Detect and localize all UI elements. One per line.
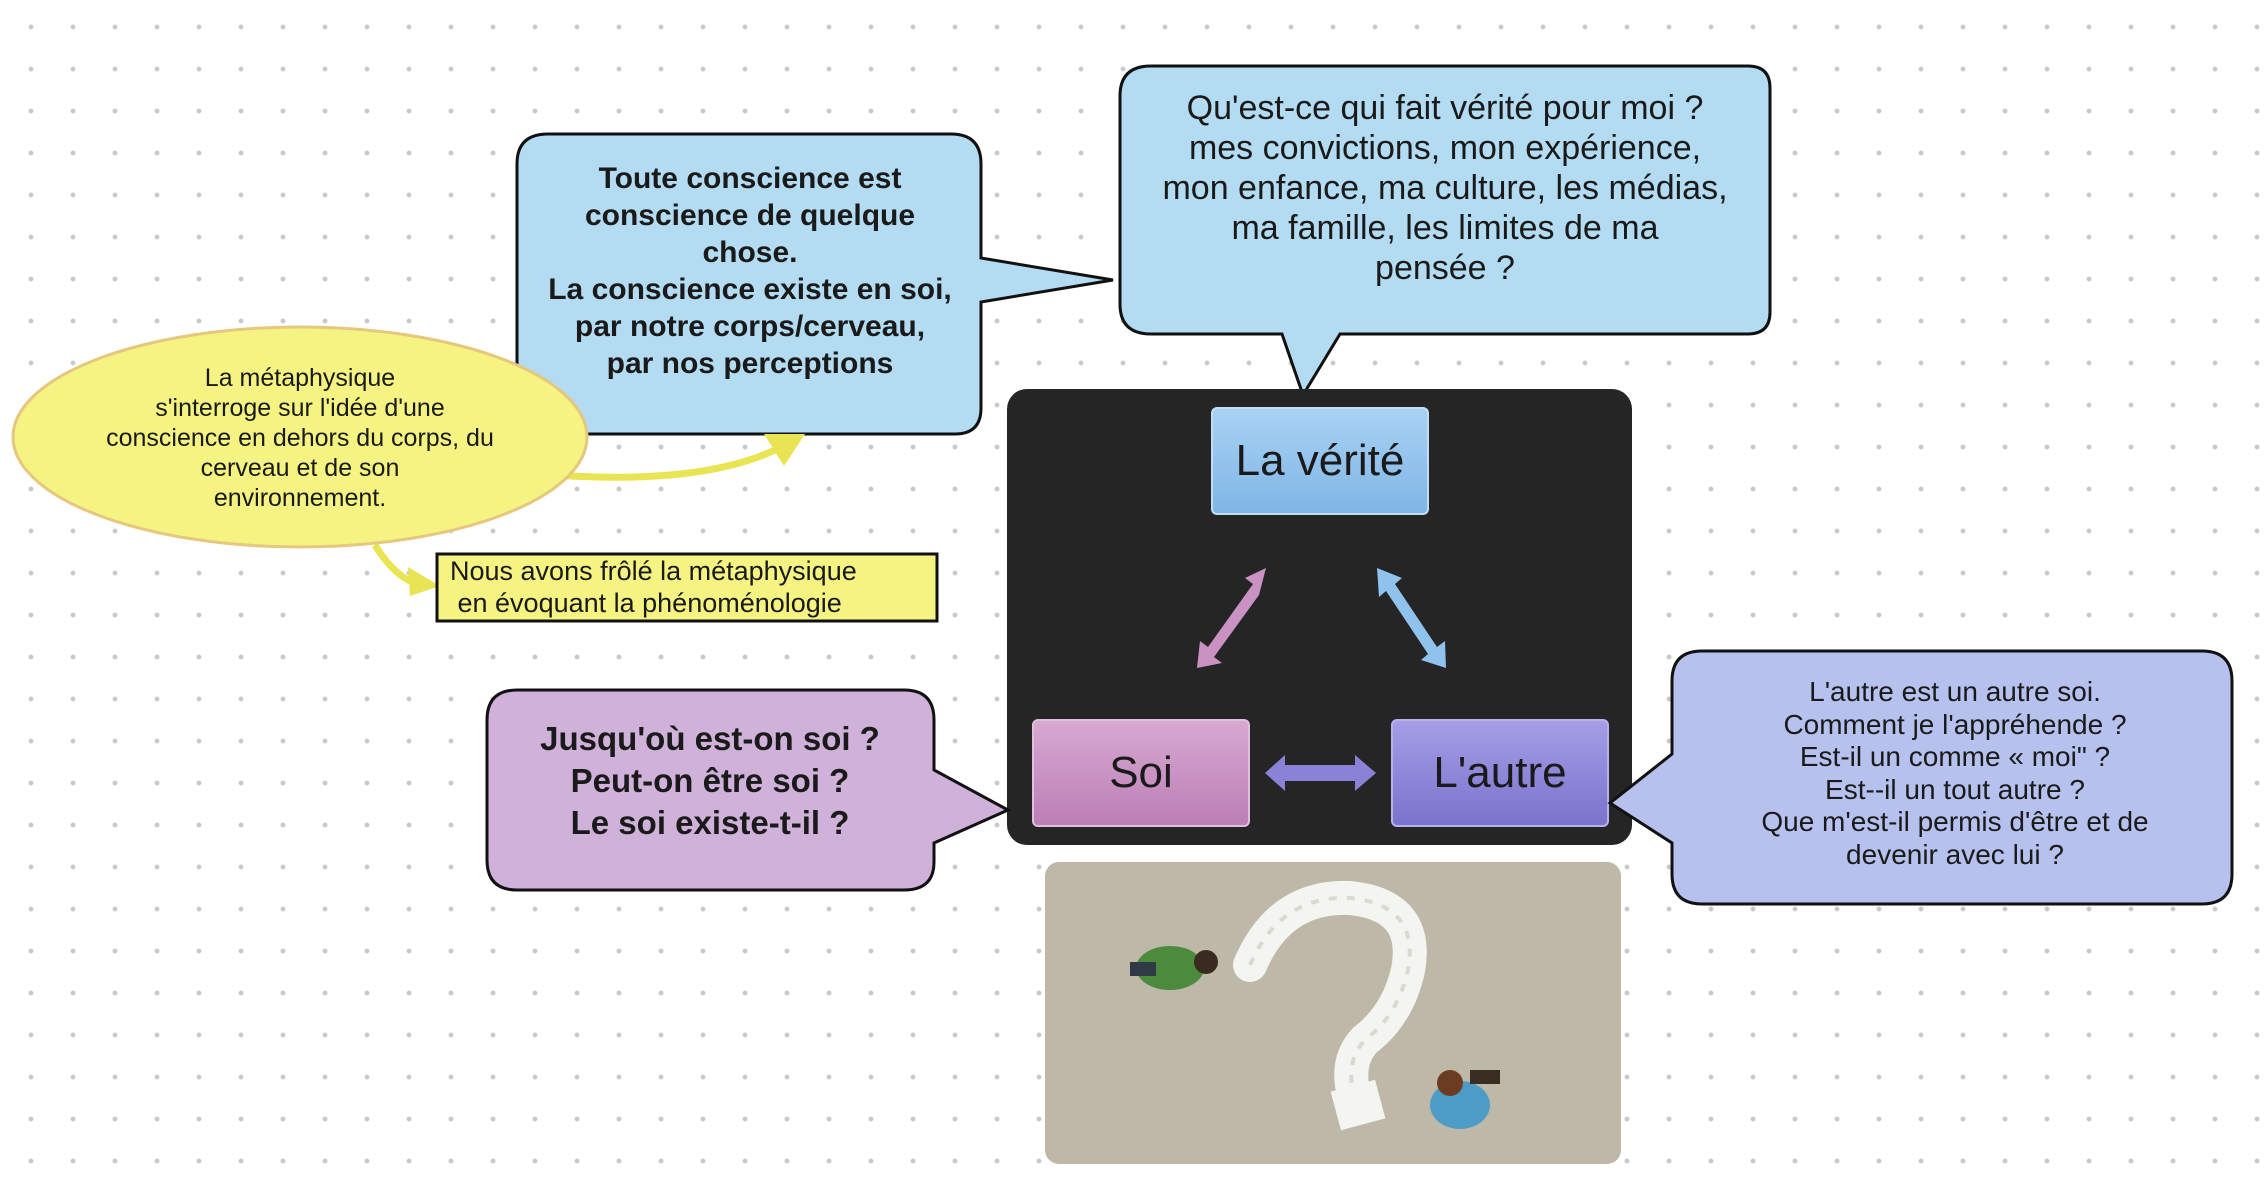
callout-autre-text: L'autre est un autre soi. Comment je l'appréhende ? Est-il un comme « moi" ? Est--il un tout autre ? Que m'est-il permis d'être et de devenir avec lui ?: [1761, 676, 2149, 870]
node-autre-label: L'autre: [1433, 748, 1567, 797]
ellipse-metaphysique-text: La métaphysique s'interroge sur l'idée d'une conscience en dehors du corps, du cerveau et de son environnement.: [106, 364, 494, 512]
node-soi-label: Soi: [1109, 748, 1173, 797]
note-text: Nous avons frôlé la métaphysique en évoquant la phénoménologie: [450, 556, 857, 618]
node-verite-label: La vérité: [1235, 436, 1405, 485]
arrowhead-meta-to-note: [408, 567, 440, 596]
callout-verite-text: Qu'est-ce qui fait vérité pour moi ? mes convictions, mon expérience, mon enfance, ma culture, les médias, ma famille, les limites de ma pensée ?: [1162, 89, 1728, 287]
callout-soi-text: Jusqu'où est-on soi ? Peut-on être soi ? Le soi existe-t-il ?: [540, 720, 880, 841]
arrow-meta-to-conscience: [555, 450, 775, 477]
question-mark-illustration: [1045, 862, 1621, 1164]
callout-conscience-text: Toute conscience est conscience de quelque chose. La conscience existe en soi, par notre corps/cerveau, par nos perceptions: [548, 162, 952, 380]
